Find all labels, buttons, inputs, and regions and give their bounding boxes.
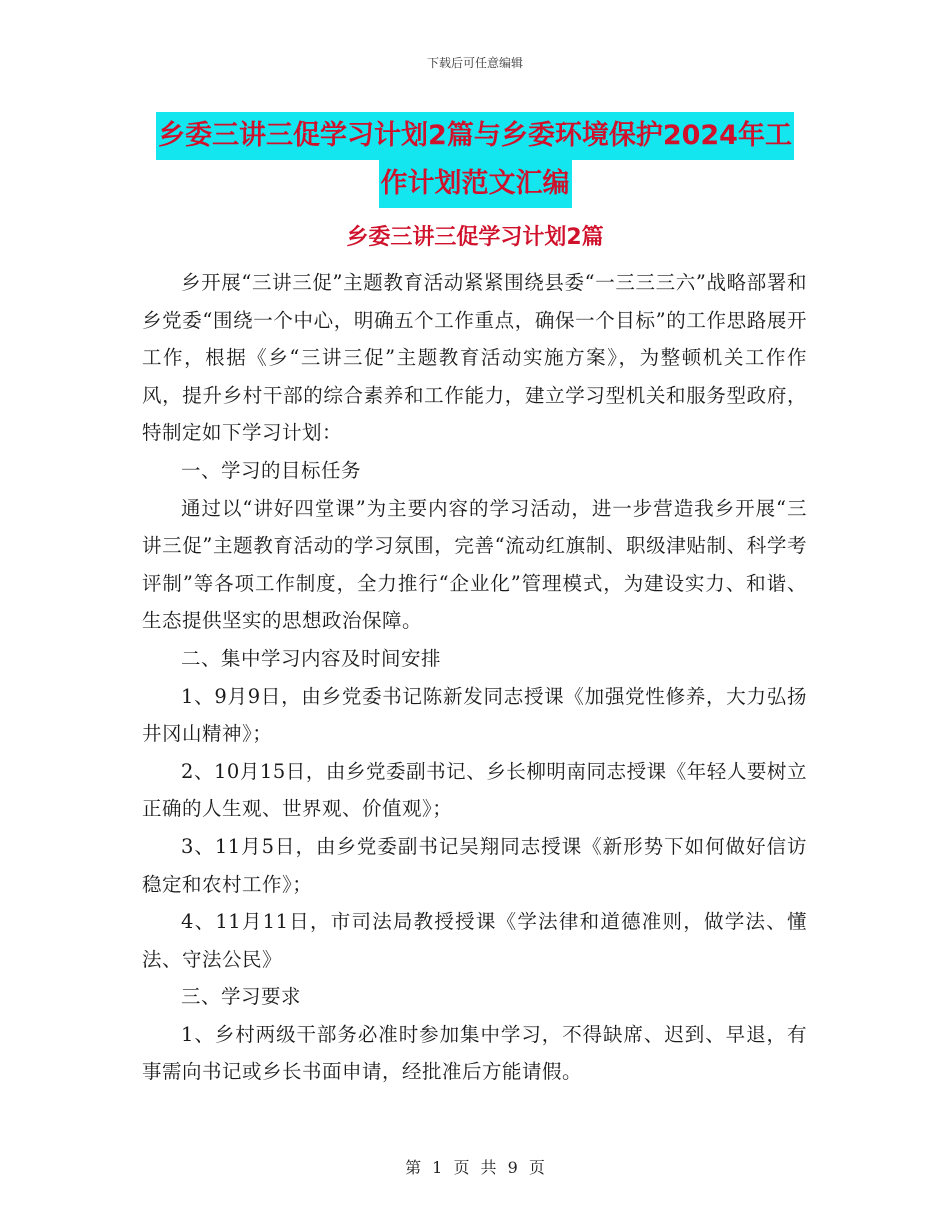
heading-schedule: 二、集中学习内容及时间安排 (181, 646, 442, 670)
schedule-item-4: 4、11月11日，市司法局教授授课《学法律和道德准则，做学法、懂法、守法公民》 (142, 910, 807, 971)
requirement-item-1: 1、乡村两级干部务必准时参加集中学习，不得缺席、迟到、早退，有事需向书记或乡长书面申请，经批准后方能请假。 (142, 1022, 807, 1084)
schedule-item-1: 1、9月9日，由乡党委书记陈新发同志授课《加强党性修养，大力弘扬井冈山精神》； (142, 684, 807, 746)
body-paragraph-intro: 乡开展“三讲三促”主题教育活动紧紧围绕县委“一三三三六”战略部署和乡党委“围绕一个中心，明确五个工作重点，确保一个目标”的工作思路展开工作，根据《乡“三讲三促”主题教育活动实施方案》，为整顿机关工作作风，提升乡村干部的综合素养和工作能力，建立学习型机关和服务型政府，特制定如下学习计划： (142, 271, 807, 445)
page-footer: 第 1 页 共 9 页 (405, 1158, 545, 1177)
schedule-item-3: 3、11月5日，由乡党委副书记吴翔同志授课《新形势下如何做好信访稳定和农村工作》； (142, 834, 807, 896)
header-note: 下载后可任意编辑 (426, 56, 523, 70)
document-title (0, 112, 950, 208)
heading-learning-goals: 一、学习的目标任务 (181, 458, 362, 482)
body-paragraph-goals: 通过以“讲好四堂课”为主要内容的学习活动，进一步营造我乡开展“三讲三促”主题教育活动的学习氛围，完善“流动红旗制、职级津贴制、科学考评制”等各项工作制度，全力推行“企业化”管理模式，为建设实力、和谐、生态提供坚实的思想政治保障。 (142, 496, 807, 633)
schedule-item-2: 2、10月15日，由乡党委副书记、乡长柳明南同志授课《年轻人要树立正确的人生观、世界观、价值观》； (142, 759, 807, 821)
heading-requirements: 三、学习要求 (181, 985, 302, 1009)
document-title-line-1: 乡委三讲三促学习计划2篇与乡委环境保护2024年工 (156, 112, 794, 160)
document-title-line-2: 作计划范文汇编 (379, 160, 572, 208)
section-title: 乡委三讲三促学习计划2篇 (346, 225, 604, 250)
document-body (142, 264, 807, 1091)
